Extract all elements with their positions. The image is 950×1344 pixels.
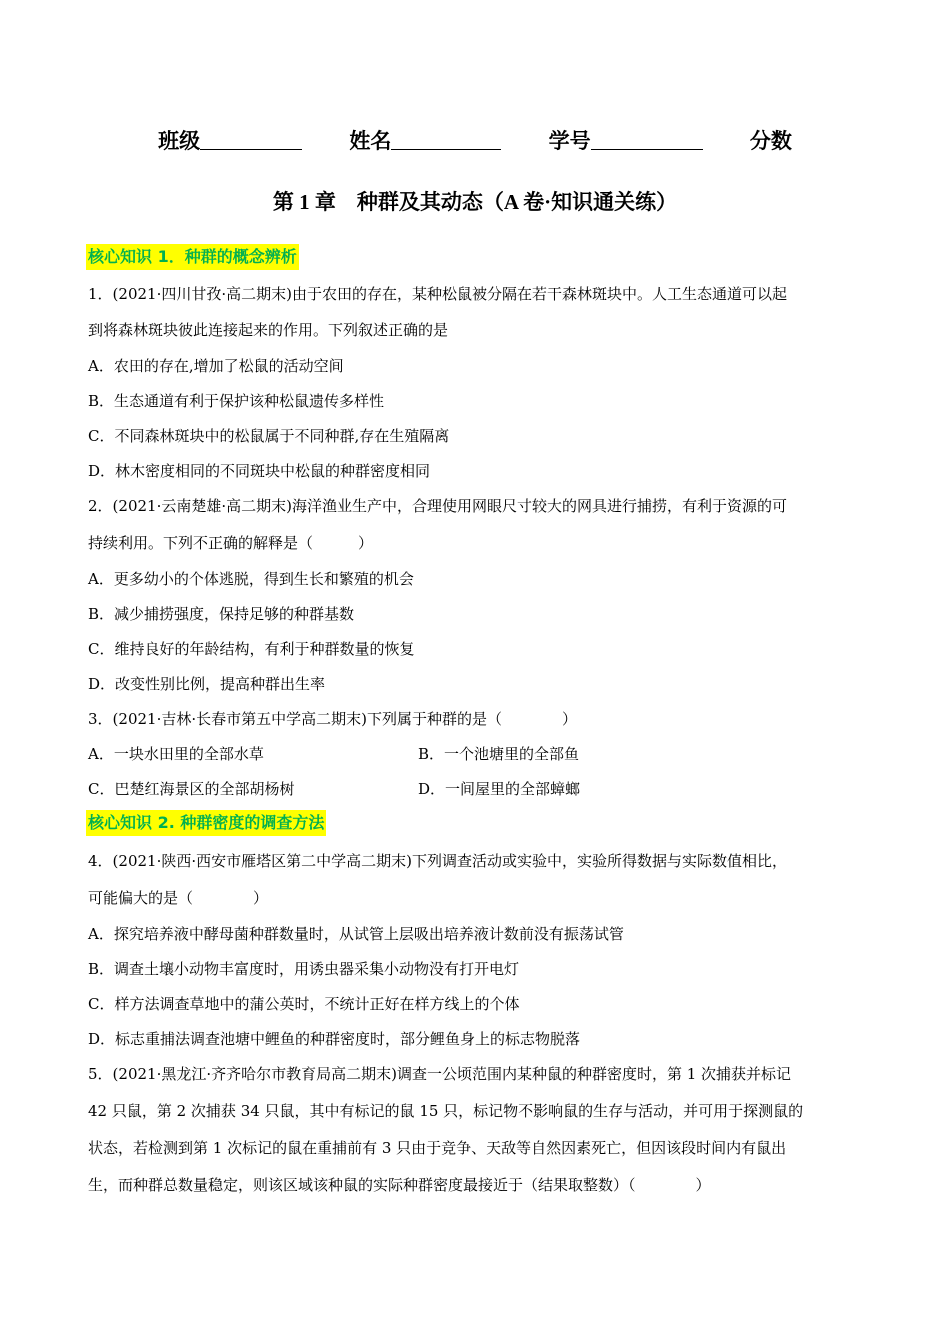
question-5-stem-line-1: 5．(2021·黑龙江·齐齐哈尔市教育局高二期末)调查一公顷范围内某种鼠的种群密度时，第 1 次捕获并标记 [88,1065,792,1083]
student-id-field: 学号 [549,126,703,156]
question-1-option-a: A．农田的存在,增加了松鼠的活动空间 [88,357,344,375]
question-2-option-c: C．维持良好的年龄结构，有利于种群数量的恢复 [88,640,415,658]
question-1-option-d: D．林木密度相同的不同斑块中松鼠的种群密度相同 [88,462,431,480]
section-heading-1: 核心知识 1．种群的概念辨析 [86,244,299,270]
question-1-stem-line-2: 到将森林斑块彼此连接起来的作用。下列叙述正确的是 [88,321,449,339]
question-1-stem-line-1: 1．(2021·四川甘孜·高二期末)由于农田的存在，某种松鼠被分隔在若干森林斑块中。人工生态通道可以起 [88,285,787,303]
question-4-option-a: A．探究培养液中酵母菌种群数量时，从试管上层吸出培养液计数前没有振荡试管 [88,925,624,943]
question-2-option-b: B．减少捕捞强度，保持足够的种群基数 [88,605,355,623]
question-3-option-b: B．一个池塘里的全部鱼 [418,745,580,763]
question-3-option-a: A．一块水田里的全部水草 [88,745,264,763]
question-3-option-row-1 [88,742,848,766]
question-3-option-row-2 [88,777,848,801]
question-2-option-a: A．更多幼小的个体逃脱，得到生长和繁殖的机会 [88,570,414,588]
question-4-option-c: C．样方法调查草地中的蒲公英时，不统计正好在样方线上的个体 [88,995,520,1013]
question-4-stem-line-2: 可能偏大的是（ ） [88,889,269,907]
page-title: 第 1 章 种群及其动态（A 卷·知识通关练） [272,190,678,214]
question-4-option-b: B．调查土壤小动物丰富度时，用诱虫器采集小动物没有打开电灯 [88,960,520,978]
class-field: 班级 [158,126,302,156]
student-info-header [0,126,950,156]
question-3-option-c: C．巴楚红海景区的全部胡杨树 [88,780,295,798]
student-id-blank[interactable] [591,129,703,150]
question-5-stem-line-4: 生，而种群总数量稳定，则该区域该种鼠的实际种群密度最接近于（结果取整数）（ ） [88,1176,711,1194]
question-1-option-c: C．不同森林斑块中的松鼠属于不同种群,存在生殖隔离 [88,427,450,445]
name-field: 姓名 [349,126,501,156]
question-1-option-b: B．生态通道有利于保护该种松鼠遗传多样性 [88,392,385,410]
question-2-option-d: D．改变性别比例，提高种群出生率 [88,675,326,693]
question-4-option-d: D．标志重捕法调查池塘中鲤鱼的种群密度时，部分鲤鱼身上的标志物脱落 [88,1030,581,1048]
question-2-stem-line-1: 2．(2021·云南楚雄·高二期末)海洋渔业生产中，合理使用网眼尺寸较大的网具进行捕捞，有利于资源的可 [88,497,787,515]
question-5-stem-line-2: 42 只鼠，第 2 次捕获 34 只鼠，其中有标记的鼠 15 只，标记物不影响鼠的生存与活动，并可用于探测鼠的 [88,1102,804,1120]
question-5-stem-line-3: 状态，若检测到第 1 次标记的鼠在重捕前有 3 只由于竞争、天敌等自然因素死亡，但因该段时间内有鼠出 [88,1139,787,1157]
score-field: 分数 [749,129,792,153]
class-blank[interactable] [200,129,302,150]
question-3-stem-line-1: 3．(2021·吉林·长春市第五中学高二期末)下列属于种群的是（ ） [88,710,577,728]
question-2-stem-line-2: 持续利用。下列不正确的解释是（ ） [88,534,374,552]
question-3-option-d: D．一间屋里的全部蟑螂 [418,780,581,798]
question-4-stem-line-1: 4．(2021·陕西·西安市雁塔区第二中学高二期末)下列调查活动或实验中，实验所得数据与实际数值相比， [88,852,787,870]
section-heading-2: 核心知识 2. 种群密度的调查方法 [86,810,326,836]
name-blank[interactable] [391,129,501,150]
